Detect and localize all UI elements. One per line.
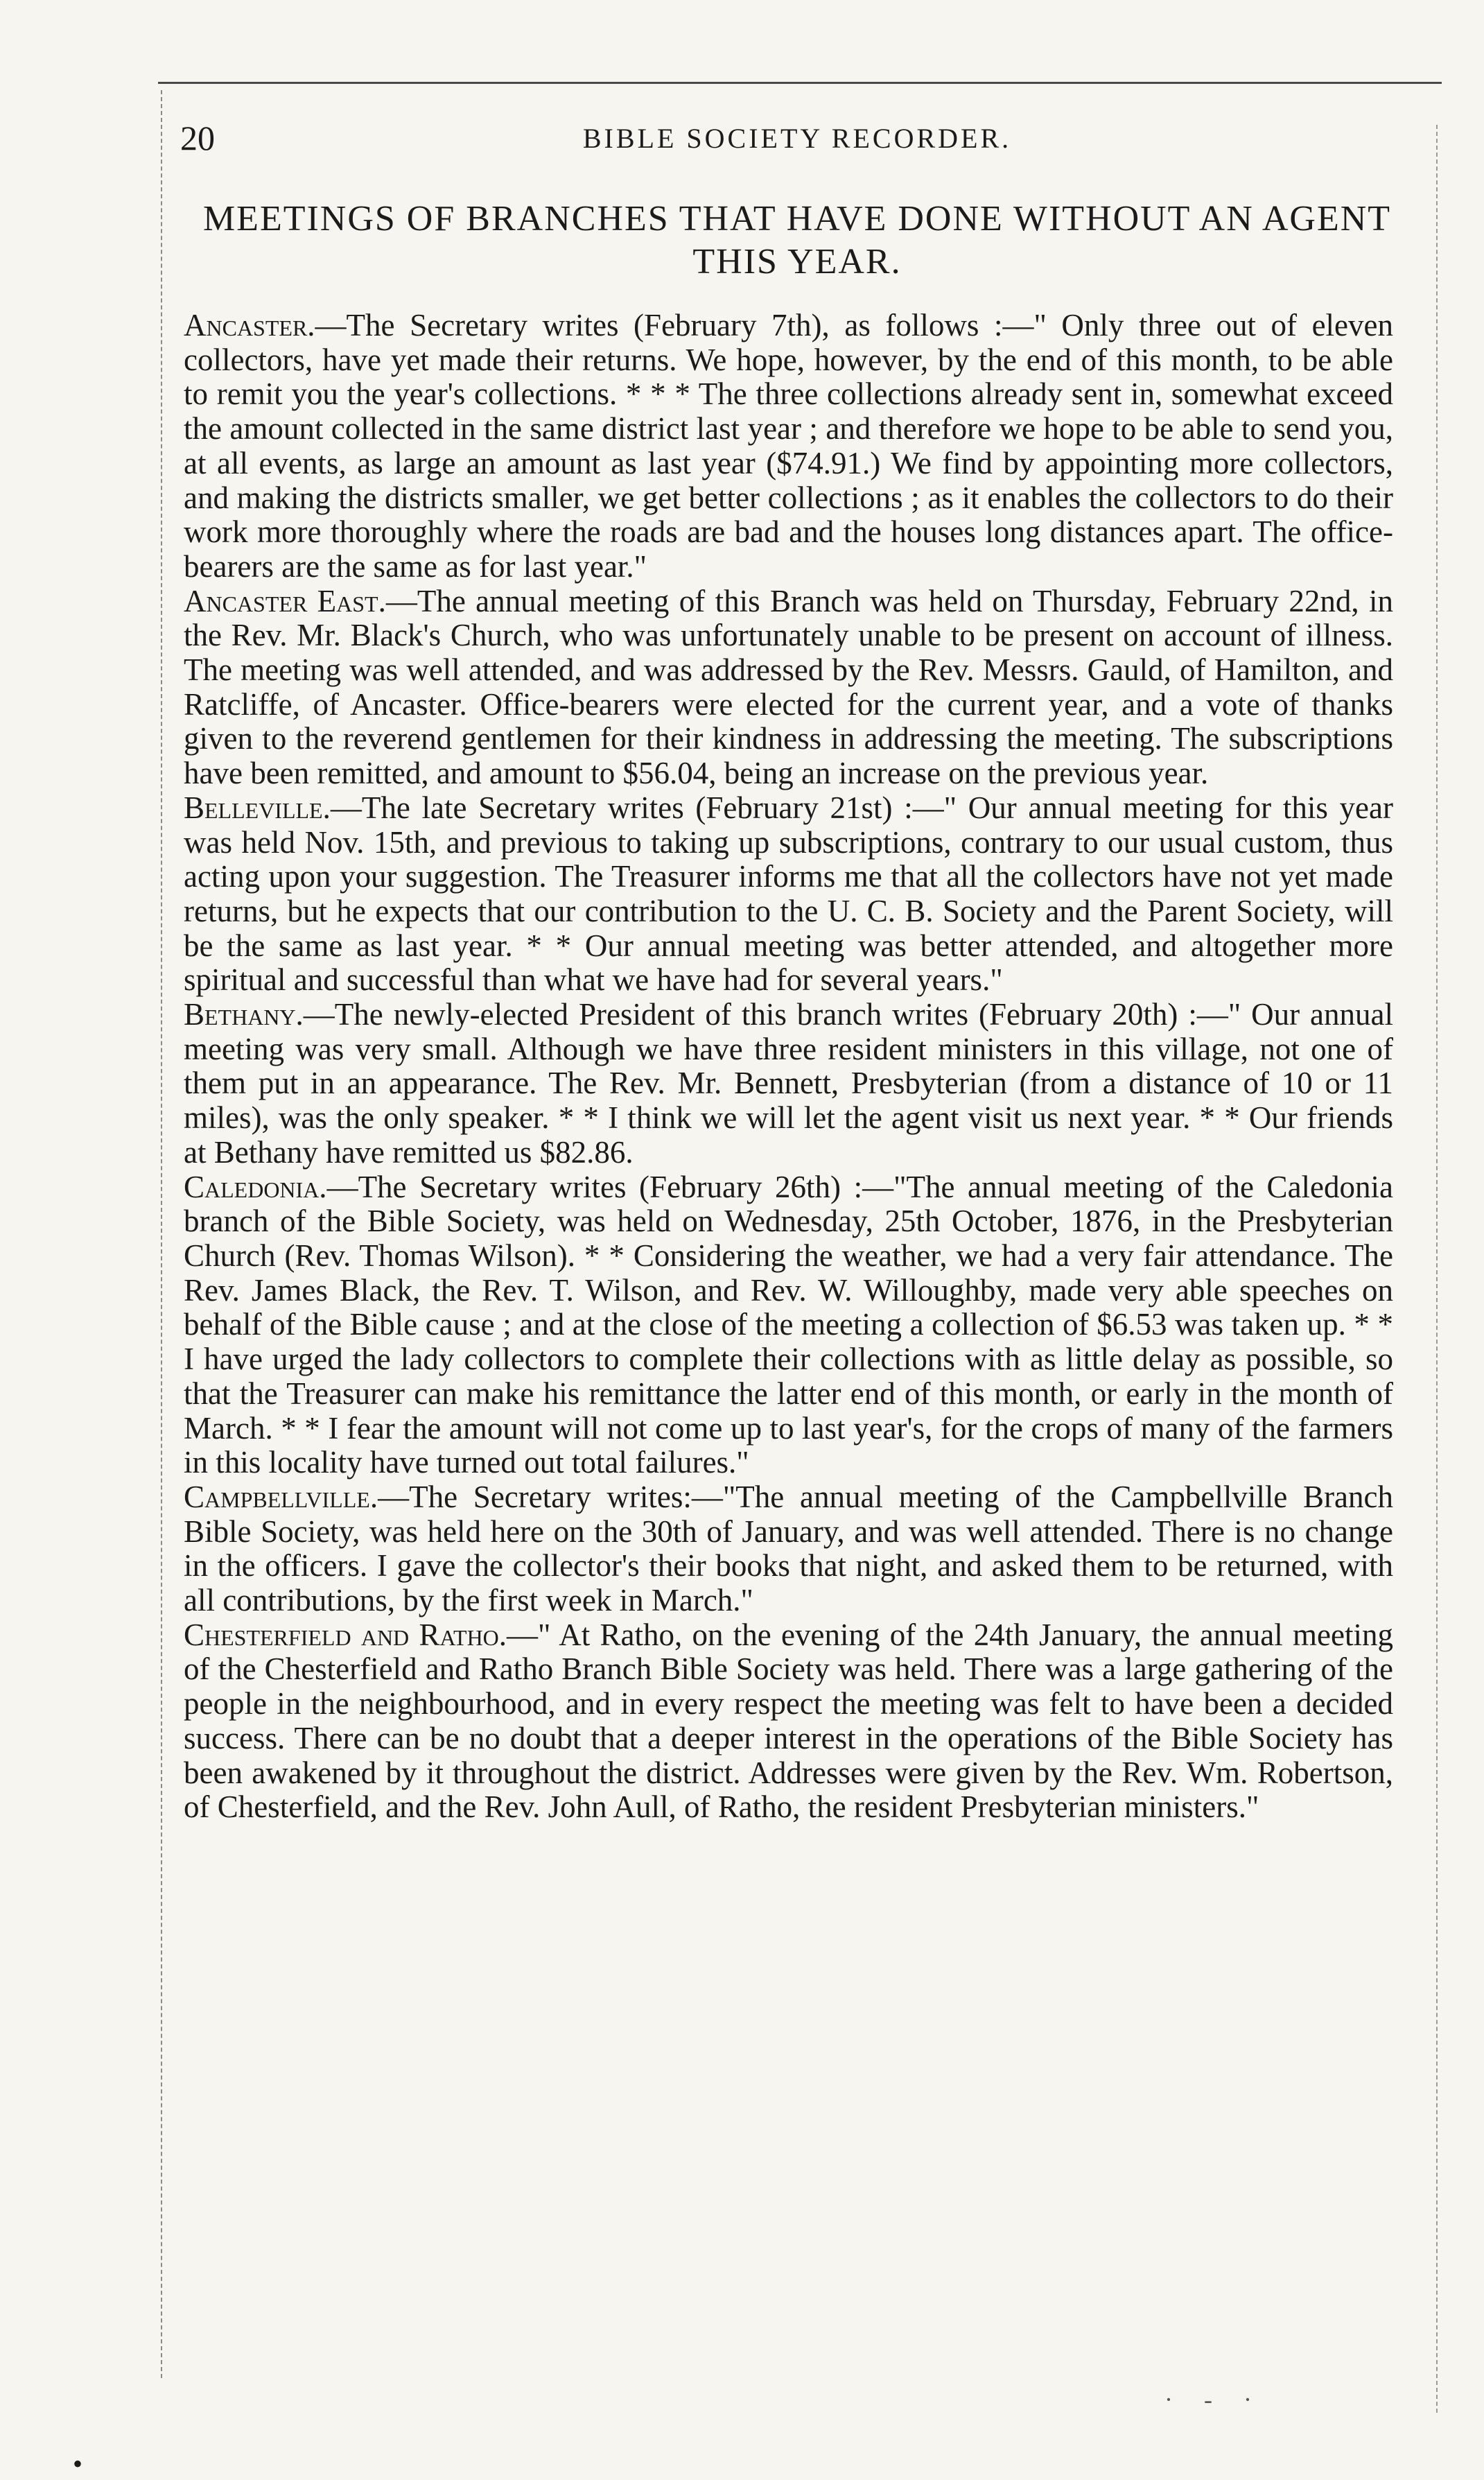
- paragraph-ancaster: [184, 309, 1393, 584]
- place-name: Chesterfield and Ratho.: [184, 1617, 507, 1652]
- page-header: [180, 118, 1414, 166]
- left-margin-line: [161, 90, 162, 2378]
- article-body: [184, 309, 1393, 1825]
- running-head: BIBLE SOCIETY RECORDER.: [582, 123, 1012, 154]
- place-name: Bethany.: [184, 997, 304, 1032]
- paragraph-chesterfield-ratho: [184, 1618, 1393, 1825]
- place-name: Ancaster.: [184, 308, 315, 342]
- paragraph-belleville: [184, 791, 1393, 998]
- article-title: MEETINGS OF BRANCHES THAT HAVE DONE WITHOUT AN AGENT THIS YEAR.: [202, 199, 1392, 281]
- right-margin-line: [1436, 125, 1438, 2413]
- place-name: Belleville.: [184, 790, 331, 825]
- paragraph-text: —" At Ratho, on the evening of the 24th January, the annual meeting of the Chesterfield and Ratho Branch Bible Society was held. There was a large gathering of the people in the neighbourhood, and in every respect the meeting was felt to have been a decided success. There can be no doubt that a deeper interest in the operations of the Bible Society has been awakened by it throughout the district. Addresses were given by the Rev. Wm. Robertson, of Chesterfield, and the Rev. John Aull, of Ratho, the resident Presbyterian ministers.": [184, 1617, 1394, 1825]
- paragraph-campbellville: [184, 1480, 1393, 1618]
- paragraph-text: —The Secretary writes (February 7th), as follows :—" Only three out of eleven collectors, have yet made their returns. We hope, however, by the end of this month, to be able to remit you the year's collections. * * * The three collections already sent in, somewhat exceed the amount collected in the same district last year ; and therefore we hope to be able to send you, at all events, as large an amount as last year ($74.91.) We find by appointing more collectors, and making the districts smaller, we get better collections ; as it enables the collectors to do their work more thoroughly where the roads are bad and the houses long distances apart. The office-bearers are the same as for last year.": [184, 308, 1393, 584]
- top-rule: [158, 82, 1442, 84]
- print-specks: · - ·: [1164, 2386, 1264, 2413]
- paragraph-text: —The annual meeting of this Branch was held on Thursday, February 22nd, in the Rev. Mr. Black's Church, who was unfortunately unable to be present on account of illness. The meeting was well attended, and was addressed by the Rev. Messrs. Gauld, of Hamilton, and Ratcliffe, of Ancaster. Office-bearers were elected for the current year, and a vote of thanks given to the reverend gentlemen for their kindness in addressing the meeting. The subscriptions have been remitted, and amount to $56.04, being an increase on the previous year.: [184, 583, 1393, 791]
- print-dot: •: [73, 2448, 83, 2479]
- paragraph-caledonia: [184, 1170, 1393, 1480]
- paragraph-text: —The Secretary writes (February 26th) :—"The annual meeting of the Caledonia branch of the Bible Society, was held on Wednesday, 25th October, 1876, in the Presbyterian Church (Rev. Thomas Wilson). * * Considering the weather, we had a very fair attendance. The Rev. James Black, the Rev. T. Wilson, and Rev. W. Willoughby, made very able speeches on behalf of the Bible cause ; and at the close of the meeting a collection of $6.53 was taken up. * * I have urged the lady collectors to complete their collections with as little delay as possible, so that the Treasurer can make his remittance the latter end of this month, or early in the month of March. * * I fear the amount will not come up to last year's, for the crops of many of the farmers in this locality have turned out total failures.": [184, 1169, 1393, 1480]
- page-number: 20: [180, 119, 215, 157]
- paragraph-text: —The Secretary writes:—"The annual meeting of the Campbellville Branch Bible Society, was held here on the 30th of January, and was well attended. There is no change in the officers. I gave the collector's their books that night, and asked them to be returned, with all contributions, by the first week in March.": [184, 1479, 1393, 1618]
- paragraph-bethany: [184, 998, 1393, 1170]
- paragraph-ancaster-east: [184, 584, 1393, 791]
- place-name: Ancaster East.: [184, 583, 386, 618]
- paragraph-text: —The newly-elected President of this branch writes (February 20th) :—" Our annual meeting was very small. Although we have three resident ministers in this village, not one of them put in an appearance. The Rev. Mr. Bennett, Presbyterian (from a distance of 10 or 11 miles), was the only speaker. * * I think we will let the agent visit us next year. * * Our friends at Bethany have remitted us $82.86.: [184, 997, 1393, 1170]
- place-name: Campbellville.: [184, 1479, 378, 1514]
- paragraph-text: —The late Secretary writes (February 21st) :—" Our annual meeting for this year was held Nov. 15th, and previous to taking up subscriptions, contrary to our usual custom, thus acting upon your suggestion. The Treasurer informs me that all the collectors have not yet made returns, but he expects that our contribution to the U. C. B. Society and the Parent Society, will be the same as last year. * * Our annual meeting was better attended, and altogether more spiritual and successful than what we have had for several years.": [184, 790, 1393, 998]
- place-name: Caledonia.: [184, 1169, 327, 1204]
